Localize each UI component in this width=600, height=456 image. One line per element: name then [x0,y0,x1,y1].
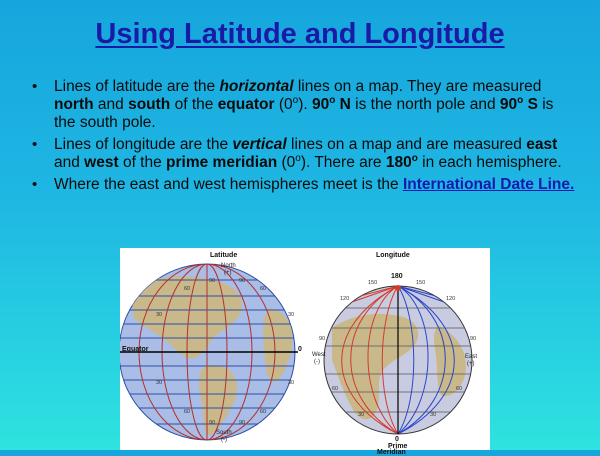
lat-tick-30n-right: 30 [288,312,295,318]
lat-tick-90n-right: 90 [239,278,246,284]
lat-tick-30s-left: 30 [156,380,163,386]
prime-meridian-zero: 0 [395,436,399,443]
prime-label: Prime [388,443,408,450]
bullet-latitude: • Lines of latitude are the horizontal lines on a map. They are measured north and south of the equator (0$^o$). 90$^o$ N is the north pole and 90$^o$ S is the south pole. [30,78,578,132]
lat-tick-60s-right: 60 [260,409,267,415]
bullet-list [30,78,578,198]
longitude-globe [312,252,480,450]
latitude-title: Latitude [210,252,238,259]
lon-tick-90-west: 90 [319,336,326,342]
lon-tick-120-west: 120 [340,296,350,302]
bullet-longitude: • Lines of longitude are the vertical lines on a map and are measured east and west of the prime meridian (0$^o$). There are 180$^o$ in each hemisphere. [30,136,578,172]
lon-tick-60-west: 60 [332,386,339,392]
lon-tick-90-east: 90 [470,336,477,342]
lat-tick-30s-right: 30 [288,380,295,386]
lon-tick-30-east: 30 [430,412,437,418]
international-date-line-link[interactable]: International Date Line. [402,176,575,193]
longitude-title: Longitude [376,252,410,259]
globe-diagram-svg [120,248,490,450]
lon-tick-150-west: 150 [368,280,378,286]
lat-tick-60n-left: 60 [184,286,191,292]
west-sign: (-) [314,359,320,365]
equator-zero-label: 0 [298,346,302,353]
west-label: West [312,352,326,358]
slide-title: Using Latitude and Longitude [95,18,505,50]
lat-tick-60n-right: 60 [260,286,267,292]
lat-tick-90n-left: 90 [209,278,216,284]
east-label: East [465,354,478,360]
lon-tick-30-west: 30 [358,412,365,418]
lon-tick-180: 180 [391,273,403,280]
lon-tick-60-east: 60 [456,386,463,392]
lat-tick-60s-left: 60 [184,409,191,415]
lon-tick-150-east: 150 [416,280,426,286]
lat-tick-30n-left: 30 [156,312,163,318]
lat-tick-90s-right: 90 [239,420,246,426]
south-label: South [216,430,232,436]
lat-tick-90s-left: 90 [209,420,216,426]
bullet-date-line: • Where the east and west hemispheres meet is the International Date Line. [30,176,578,194]
south-sign: (-) [221,437,227,443]
globe-diagram [120,248,490,456]
equator-label: Equator [122,346,149,353]
meridian-label: Meridian [377,449,406,456]
north-pole-marker [395,285,401,291]
lon-tick-120-east: 120 [446,296,456,302]
north-sign: (+) [224,270,232,276]
east-sign: (+) [467,361,475,367]
north-label: North [221,263,236,269]
latitude-globe [120,252,302,443]
